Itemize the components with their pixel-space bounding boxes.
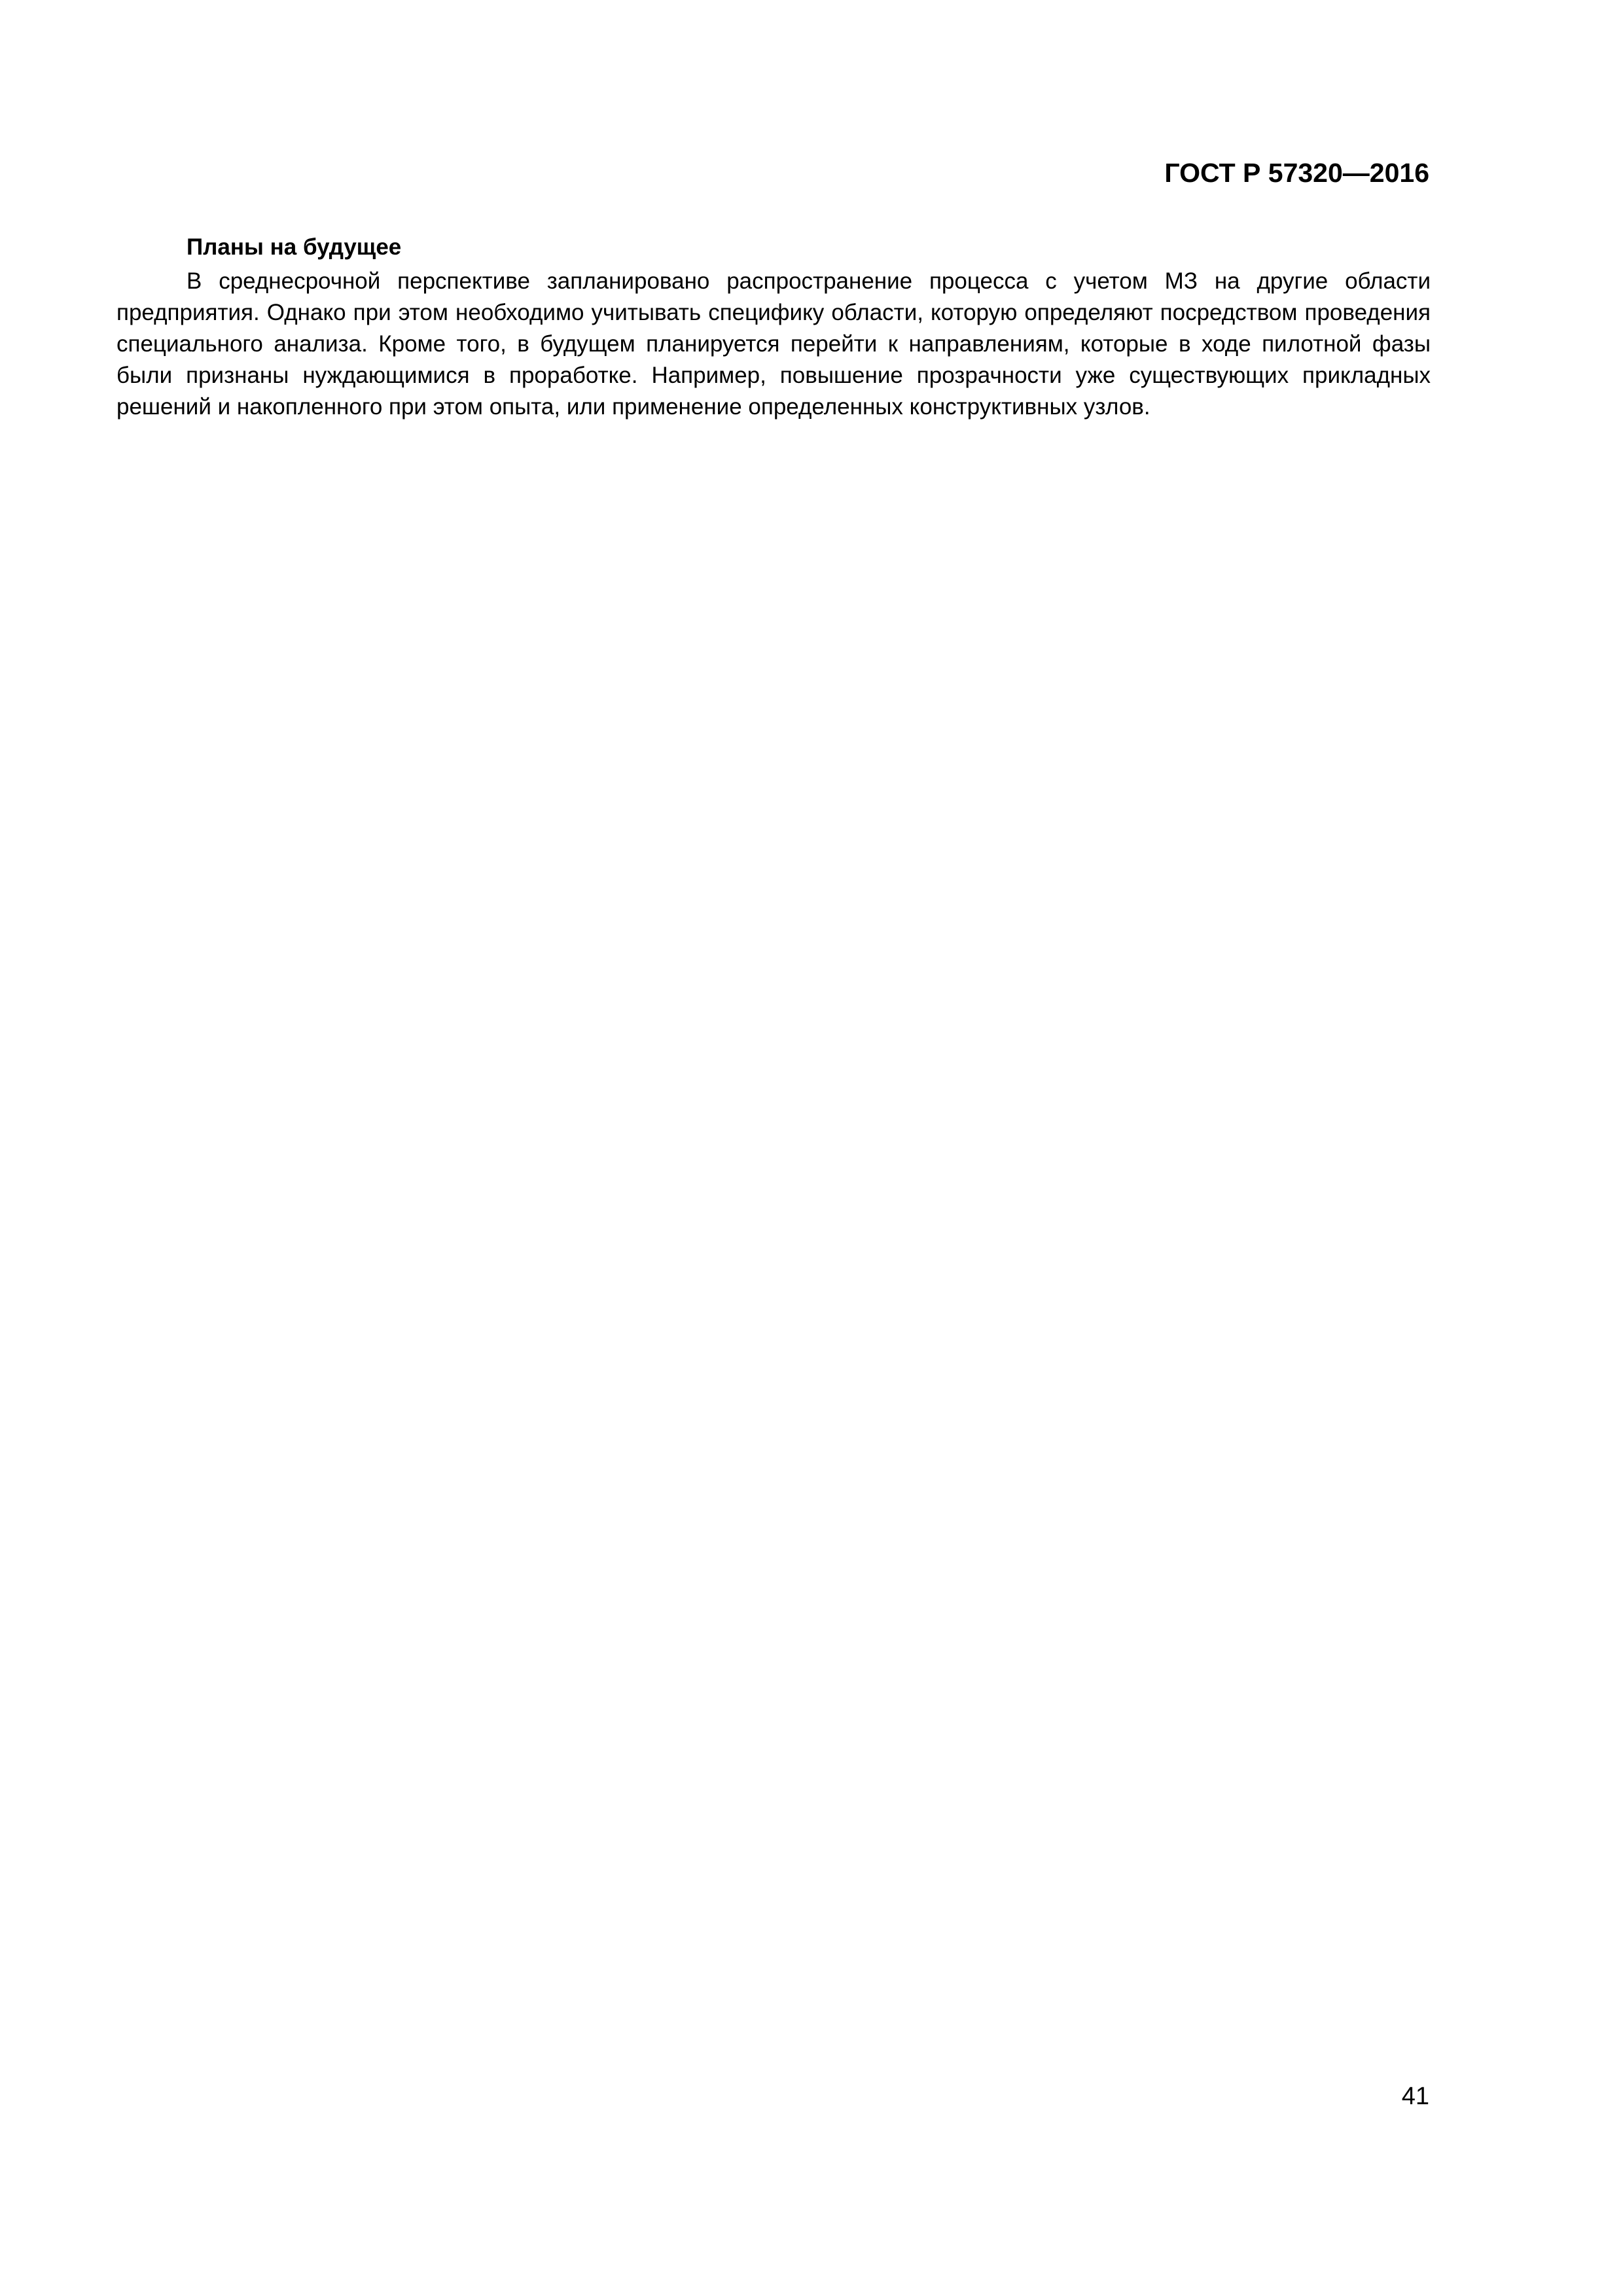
page-number: 41 <box>1401 2083 1429 2110</box>
section-heading: Планы на будущее <box>187 234 402 260</box>
body-paragraph: В среднесрочной перспективе запланировано распространение процесса с учетом МЗ на другие области предприятия. Однако при этом необходимо учитывать специфику области, которую определяют посредством проведения специального анализа. Кроме того, в будущем планируется перейти к направлениям, которые в ходе пилотной фазы были признаны нуждающимися в проработке. Например, повышение прозрачности уже существующих прикладных решений и накопленного при этом опыта, или применение определенных конструктивных узлов. <box>116 268 1431 420</box>
standard-code-header: ГОСТ Р 57320—2016 <box>1164 158 1429 188</box>
main-content <box>116 232 1431 423</box>
